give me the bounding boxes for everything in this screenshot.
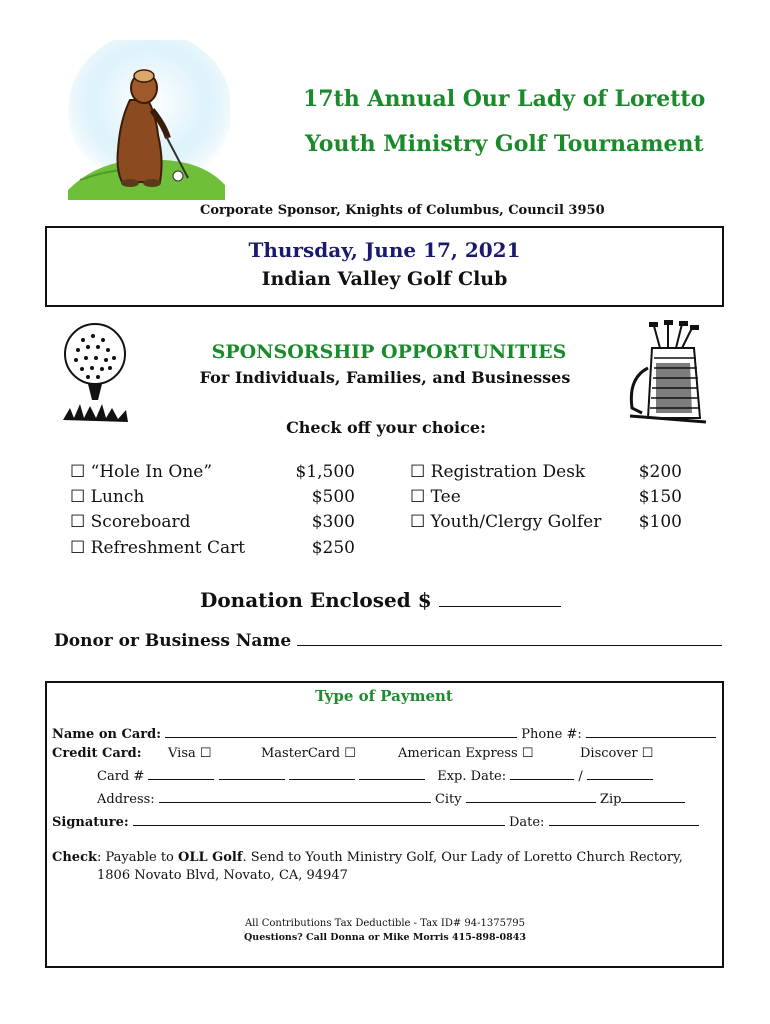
exp-month-field[interactable] [510,768,574,780]
card-type-label: Visa [168,746,196,761]
signature-field[interactable] [133,814,505,826]
card-number-field[interactable] [289,768,355,780]
checkbox[interactable]: ☐ [199,746,212,761]
payment-title: Type of Payment [315,687,453,705]
option-price: $100 [638,512,682,532]
city-field[interactable] [466,791,596,803]
card-type-label: Discover [580,746,638,761]
address-label: Address: [97,792,155,807]
checkbox[interactable]: ☐ [70,512,86,532]
zip-field[interactable] [621,791,685,803]
card-type-amex[interactable] [398,746,534,761]
card-number-field[interactable] [148,768,214,780]
checkbox[interactable]: ☐ [410,512,426,532]
card-type-discover[interactable] [580,746,653,761]
name-on-card-field[interactable] [165,726,517,738]
option-price: $250 [311,538,355,558]
exp-year-field[interactable] [587,768,653,780]
option-refreshment-cart[interactable] [70,538,245,558]
checkbox[interactable]: ☐ [521,746,534,761]
checkbox[interactable]: ☐ [641,746,654,761]
option-price: $1,500 [295,462,355,482]
option-label: Youth/Clergy Golfer [430,512,602,532]
checkbox[interactable]: ☐ [410,487,426,507]
check-instruction: Check off your choice: [286,418,486,437]
option-hole-in-one[interactable] [70,462,212,482]
event-box [45,226,724,307]
checkbox[interactable]: ☐ [70,487,86,507]
donor-name-field[interactable] [297,634,722,646]
address-field[interactable] [159,791,431,803]
card-number-field[interactable] [219,768,285,780]
card-number-field[interactable] [359,768,425,780]
checkbox[interactable]: ☐ [344,746,356,761]
option-registration-desk[interactable] [410,462,585,482]
tax-deductible-note: All Contributions Tax Deductible - Tax ID# 94-1375795 [244,918,526,929]
corporate-sponsor: Corporate Sponsor, Knights of Columbus, Council 3950 [200,203,605,218]
card-number-label: Card # [97,769,145,784]
event-date: Thursday, June 17, 2021 [248,238,521,262]
donation-line [200,588,561,612]
card-type-mastercard[interactable] [261,746,356,761]
credit-card-label: Credit Card: [52,746,142,761]
check-payee: OLL Golf [178,850,243,865]
card-type-visa[interactable] [168,746,212,761]
city-label: City [434,792,462,807]
donation-label: Donation Enclosed $ [200,588,432,612]
zip-label: Zip [599,792,622,807]
option-tee[interactable] [410,487,461,507]
check-text-post: . Send to Youth Ministry Golf, Our Lady of Loretto Church Rectory, [242,850,683,865]
event-venue: Indian Valley Golf Club [261,268,508,290]
name-on-card-row [52,726,716,742]
option-label: Tee [430,487,461,507]
option-label: Scoreboard [90,512,191,532]
option-lunch[interactable] [70,487,144,507]
phone-field[interactable] [586,726,716,738]
option-label: Lunch [90,487,145,507]
signature-label: Signature: [52,815,129,830]
donor-line [54,631,722,651]
signature-row [52,814,699,830]
option-price: $300 [311,512,355,532]
option-youth-clergy-golfer[interactable] [410,512,601,532]
card-number-row [97,768,653,784]
checkbox[interactable]: ☐ [70,538,86,558]
option-price: $150 [638,487,682,507]
questions-contact: Questions? Call Donna or Mike Morris 415-898-0843 [244,932,526,943]
monk-golfer-illustration [60,40,230,200]
donor-label: Donor or Business Name [54,631,292,651]
checkbox[interactable]: ☐ [410,462,426,482]
card-type-label: MasterCard [261,746,341,761]
title-line-2: Youth Ministry Golf Tournament [305,131,704,157]
check-label: Check [52,850,97,865]
option-price: $200 [638,462,682,482]
name-on-card-label: Name on Card: [52,727,162,742]
check-address: 1806 Novato Blvd, Novato, CA, 94947 [97,868,348,883]
option-price: $500 [311,487,355,507]
phone-label: Phone #: [521,727,582,742]
address-row [97,791,685,807]
option-scoreboard[interactable] [70,512,191,532]
exp-date-label: Exp. Date: [437,769,507,784]
option-label: “Hole In One” [90,462,213,482]
exp-separator: / [578,769,583,784]
sponsorship-subheading: For Individuals, Families, and Businesses [199,368,571,387]
card-type-label: American Express [398,746,518,761]
option-label: Refreshment Cart [90,538,246,558]
sponsorship-heading: SPONSORSHIP OPPORTUNITIES [211,341,567,363]
check-instructions [52,850,683,865]
check-text-pre: : Payable to [97,850,179,865]
option-label: Registration Desk [430,462,586,482]
signature-date-field[interactable] [549,814,699,826]
donation-amount-field[interactable] [439,595,561,607]
title-line-1: 17th Annual Our Lady of Loretto [303,86,706,112]
checkbox[interactable]: ☐ [70,462,86,482]
date-label: Date: [508,815,545,830]
